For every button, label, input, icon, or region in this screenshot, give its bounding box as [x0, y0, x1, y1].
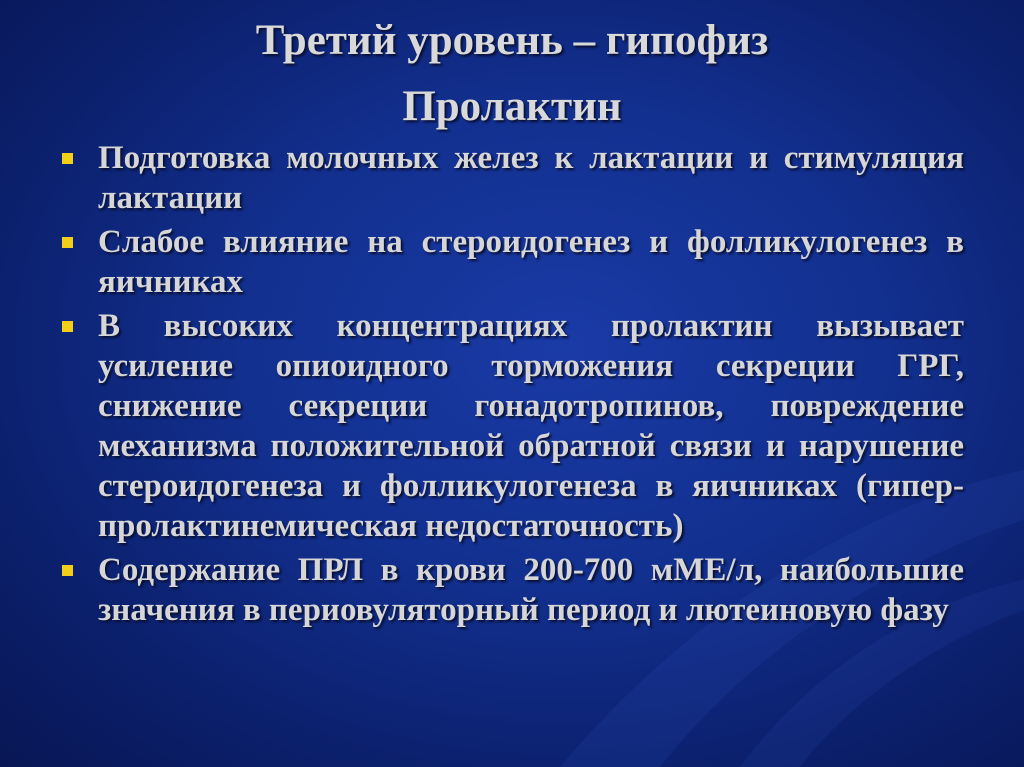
square-bullet-icon	[62, 321, 73, 332]
title-line-1: Третий уровень – гипофиз	[255, 17, 769, 64]
bullet-text: Слабое влияние на стероидогенез и фолликулогенез в яичниках	[98, 224, 964, 300]
bullet-list	[62, 138, 964, 634]
slide-title	[0, 8, 1024, 140]
bullet-text: В высоких концентрациях пролактин вызывает усиление опиоидного торможения секреции ГРГ, снижение секреции гонадотропинов, повреждение механизма положительной обратной связи и нарушение стероидогенеза и фолликулогенеза в яичниках (гипер-пролактинемическая недостаточность)	[98, 308, 964, 544]
bullet-item	[62, 550, 964, 630]
bullet-item	[62, 306, 964, 546]
bullet-text: Содержание ПРЛ в крови 200-700 мМЕ/л, наибольшие значения в периовуляторный период и лютеиновую фазу	[98, 552, 964, 628]
square-bullet-icon	[62, 565, 73, 576]
title-line-2: Пролактин	[402, 83, 622, 130]
square-bullet-icon	[62, 153, 73, 164]
bullet-text: Подготовка молочных желез к лактации и стимуляция лактации	[98, 140, 964, 216]
bullet-item	[62, 222, 964, 302]
square-bullet-icon	[62, 237, 73, 248]
bullet-item	[62, 138, 964, 218]
